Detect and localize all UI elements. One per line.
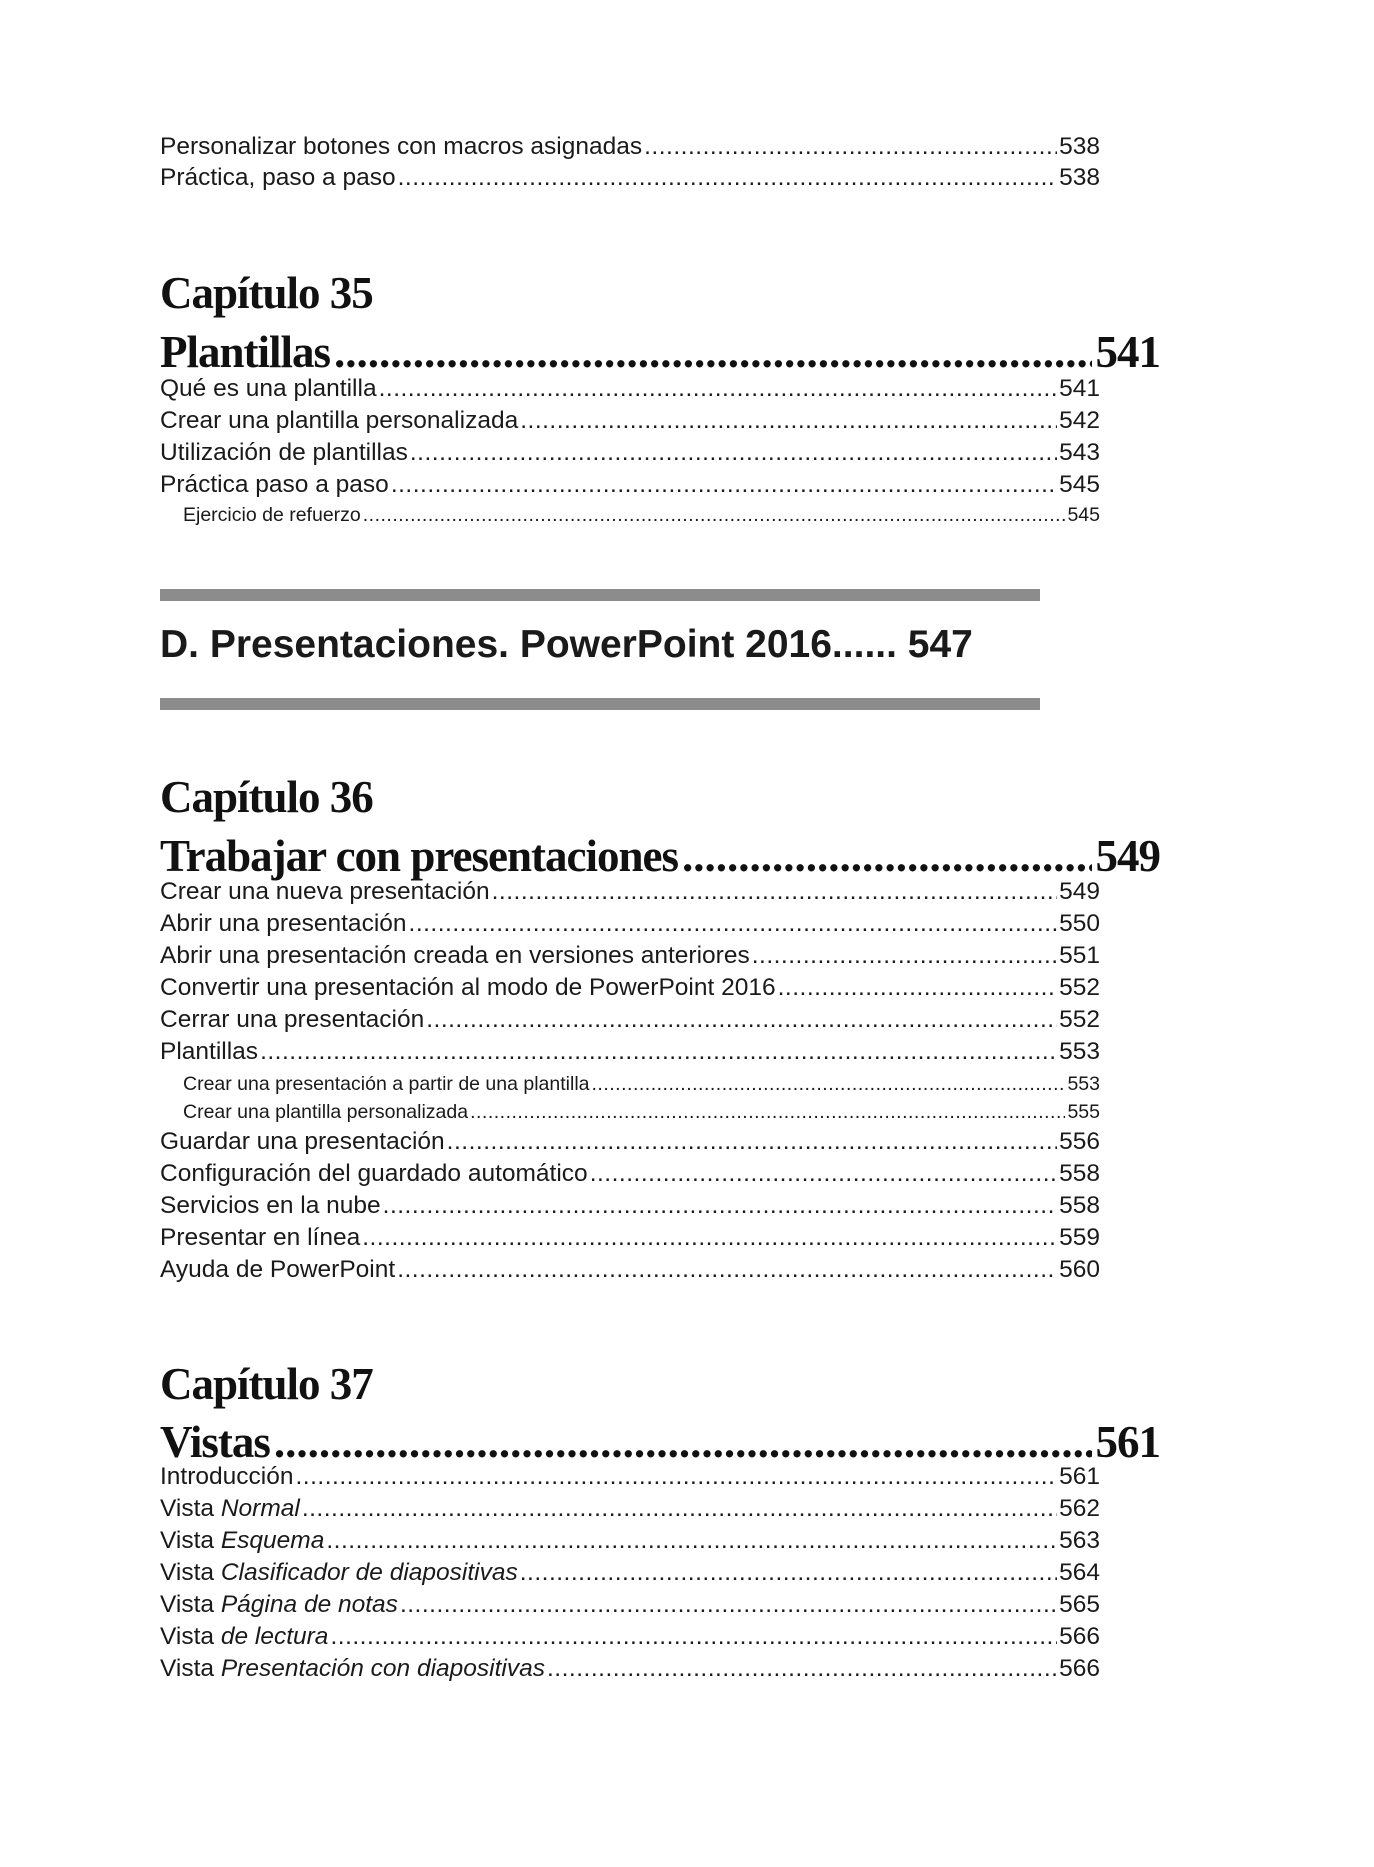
dot-leader — [447, 1127, 1057, 1157]
toc-subentry — [183, 1071, 1100, 1097]
entry-label: Convertir una presentación al modo de PowerPoint 2016 — [160, 974, 776, 1001]
chapter-title-line — [160, 324, 1160, 380]
toc-entry — [160, 470, 1100, 500]
entry-page: 550 — [1059, 910, 1100, 937]
entry-label: Práctica paso a paso — [160, 471, 389, 498]
toc-entry — [160, 973, 1100, 1003]
toc-entry — [160, 1255, 1100, 1285]
toc-entry — [160, 1494, 1100, 1524]
entry-page: 538 — [1059, 133, 1100, 160]
dot-leader — [295, 1462, 1057, 1492]
chapter-title-line — [160, 828, 1160, 884]
dot-leader — [362, 1223, 1057, 1253]
toc-entry — [160, 1037, 1100, 1067]
toc-entry — [160, 941, 1100, 971]
toc-entry — [160, 1005, 1100, 1035]
entry-page: 541 — [1059, 375, 1100, 402]
entry-page: 545 — [1059, 471, 1100, 498]
toc-entry — [160, 1622, 1100, 1652]
toc-entry — [160, 374, 1100, 404]
entry-page: 549 — [1059, 878, 1100, 905]
entry-prefix: Vista — [160, 1495, 215, 1522]
toc-subentry — [183, 1099, 1100, 1125]
toc-entry — [160, 1159, 1100, 1189]
entry-prefix: Vista — [160, 1527, 215, 1554]
entry-page: 538 — [1059, 164, 1100, 191]
entry-page: 553 — [1059, 1038, 1100, 1065]
dot-leader — [363, 502, 1066, 528]
entry-label-group — [160, 1654, 545, 1684]
entry-label-group — [160, 1526, 324, 1556]
toc-entry — [160, 877, 1100, 907]
dot-leader — [470, 1099, 1065, 1125]
dot-leader — [260, 1037, 1057, 1067]
entry-label: Crear una nueva presentación — [160, 878, 490, 905]
entry-page: 558 — [1059, 1192, 1100, 1219]
entry-page: 555 — [1067, 1101, 1100, 1123]
entry-page: 560 — [1059, 1256, 1100, 1283]
dot-leader — [426, 1005, 1057, 1035]
entry-label: de lectura — [220, 1623, 329, 1650]
toc-entry — [160, 163, 1100, 193]
entry-label: Configuración del guardado automático — [160, 1160, 588, 1187]
toc-entry — [160, 1127, 1100, 1157]
entry-label: Abrir una presentación — [160, 910, 407, 937]
entry-label: Abrir una presentación creada en versiones anteriores — [160, 942, 750, 969]
chapter-title: Plantillas — [160, 327, 331, 377]
dot-leader — [590, 1159, 1057, 1189]
dot-leader — [409, 909, 1058, 939]
entry-label: Plantillas — [160, 1038, 259, 1065]
toc-entry — [160, 406, 1100, 436]
section-rule — [160, 698, 1040, 710]
dot-leader — [400, 1590, 1057, 1620]
entry-label: Crear una plantilla personalizada — [183, 1101, 469, 1123]
dot-leader — [302, 1494, 1057, 1524]
entry-label: Práctica, paso a paso — [160, 164, 396, 191]
entry-page: 543 — [1059, 439, 1100, 466]
entry-label: Cerrar una presentación — [160, 1006, 425, 1033]
dot-leader — [326, 1526, 1057, 1556]
chapter-label: Capítulo 36 — [160, 772, 373, 822]
dot-leader — [379, 374, 1058, 404]
dot-leader — [682, 828, 1092, 884]
dot-leader — [334, 324, 1091, 380]
dot-leader — [592, 1071, 1066, 1097]
entry-label: Personalizar botones con macros asignadas — [160, 133, 643, 160]
toc-entry — [160, 1526, 1100, 1556]
section-rule — [160, 589, 1040, 601]
entry-label: Crear una presentación a partir de una plantilla — [183, 1073, 590, 1095]
entry-page: 566 — [1059, 1623, 1100, 1650]
entry-prefix: Vista — [160, 1655, 215, 1682]
entry-page: 558 — [1059, 1160, 1100, 1187]
dot-leader — [778, 973, 1058, 1003]
dot-leader — [391, 470, 1057, 500]
dot-leader — [520, 406, 1057, 436]
toc-entry — [160, 1654, 1100, 1684]
dot-leader — [398, 163, 1058, 193]
entry-label: Servicios en la nube — [160, 1192, 381, 1219]
chapter-label: Capítulo 37 — [160, 1359, 373, 1409]
entry-page: 556 — [1059, 1128, 1100, 1155]
chapter-title: Trabajar con presentaciones — [160, 831, 678, 881]
entry-label-group — [160, 1558, 518, 1588]
entry-label: Crear una plantilla personalizada — [160, 407, 519, 434]
entry-label: Normal — [220, 1495, 300, 1522]
entry-page: 561 — [1059, 1463, 1100, 1490]
entry-page: 553 — [1067, 1073, 1100, 1095]
dot-leader — [410, 438, 1057, 468]
entry-page: 559 — [1059, 1224, 1100, 1251]
dot-leader — [330, 1622, 1057, 1652]
toc-entry — [160, 1462, 1100, 1492]
entry-page: 564 — [1059, 1559, 1100, 1586]
chapter-page: 541 — [1095, 327, 1160, 377]
entry-page: 542 — [1059, 407, 1100, 434]
entry-label: Página de notas — [220, 1591, 398, 1618]
toc-subentry — [183, 502, 1100, 528]
toc-entry — [160, 1590, 1100, 1620]
entry-label: Presentar en línea — [160, 1224, 361, 1251]
entry-page: 552 — [1059, 974, 1100, 1001]
entry-prefix: Vista — [160, 1623, 215, 1650]
entry-label: Introducción — [160, 1463, 294, 1490]
entry-page: 565 — [1059, 1591, 1100, 1618]
toc-entry — [160, 438, 1100, 468]
toc-entry — [160, 132, 1100, 162]
entry-page: 552 — [1059, 1006, 1100, 1033]
entry-label: Utilización de plantillas — [160, 439, 408, 466]
entry-page: 545 — [1067, 504, 1100, 526]
dot-leader — [397, 1255, 1057, 1285]
toc-entry — [160, 1223, 1100, 1253]
dot-leader — [752, 941, 1057, 971]
entry-label: Qué es una plantilla — [160, 375, 377, 402]
entry-label: Ayuda de PowerPoint — [160, 1256, 396, 1283]
entry-page: 551 — [1059, 942, 1100, 969]
entry-label: Clasificador de diapositivas — [220, 1559, 518, 1586]
entry-page: 562 — [1059, 1495, 1100, 1522]
chapter-label: Capítulo 35 — [160, 268, 373, 318]
entry-page: 563 — [1059, 1527, 1100, 1554]
dot-leader — [644, 132, 1057, 162]
toc-entry — [160, 909, 1100, 939]
entry-label: Ejercicio de refuerzo — [183, 504, 361, 526]
dot-leader — [383, 1191, 1057, 1221]
entry-label-group — [160, 1494, 300, 1524]
chapter-page: 549 — [1095, 831, 1160, 881]
chapter-title: Vistas — [160, 1417, 270, 1467]
dot-leader — [520, 1558, 1057, 1588]
entry-label: Presentación con diapositivas — [220, 1655, 545, 1682]
entry-label: Esquema — [220, 1527, 325, 1554]
dot-leader — [492, 877, 1058, 907]
entry-prefix: Vista — [160, 1591, 215, 1618]
entry-prefix: Vista — [160, 1559, 215, 1586]
toc-entry — [160, 1191, 1100, 1221]
entry-label: Guardar una presentación — [160, 1128, 445, 1155]
entry-label-group — [160, 1622, 328, 1652]
toc-entry — [160, 1558, 1100, 1588]
chapter-page: 561 — [1095, 1417, 1160, 1467]
entry-page: 566 — [1059, 1655, 1100, 1682]
entry-label-group — [160, 1590, 398, 1620]
dot-leader — [547, 1654, 1057, 1684]
part-heading: D. Presentaciones. PowerPoint 2016...... 547 — [160, 623, 973, 666]
